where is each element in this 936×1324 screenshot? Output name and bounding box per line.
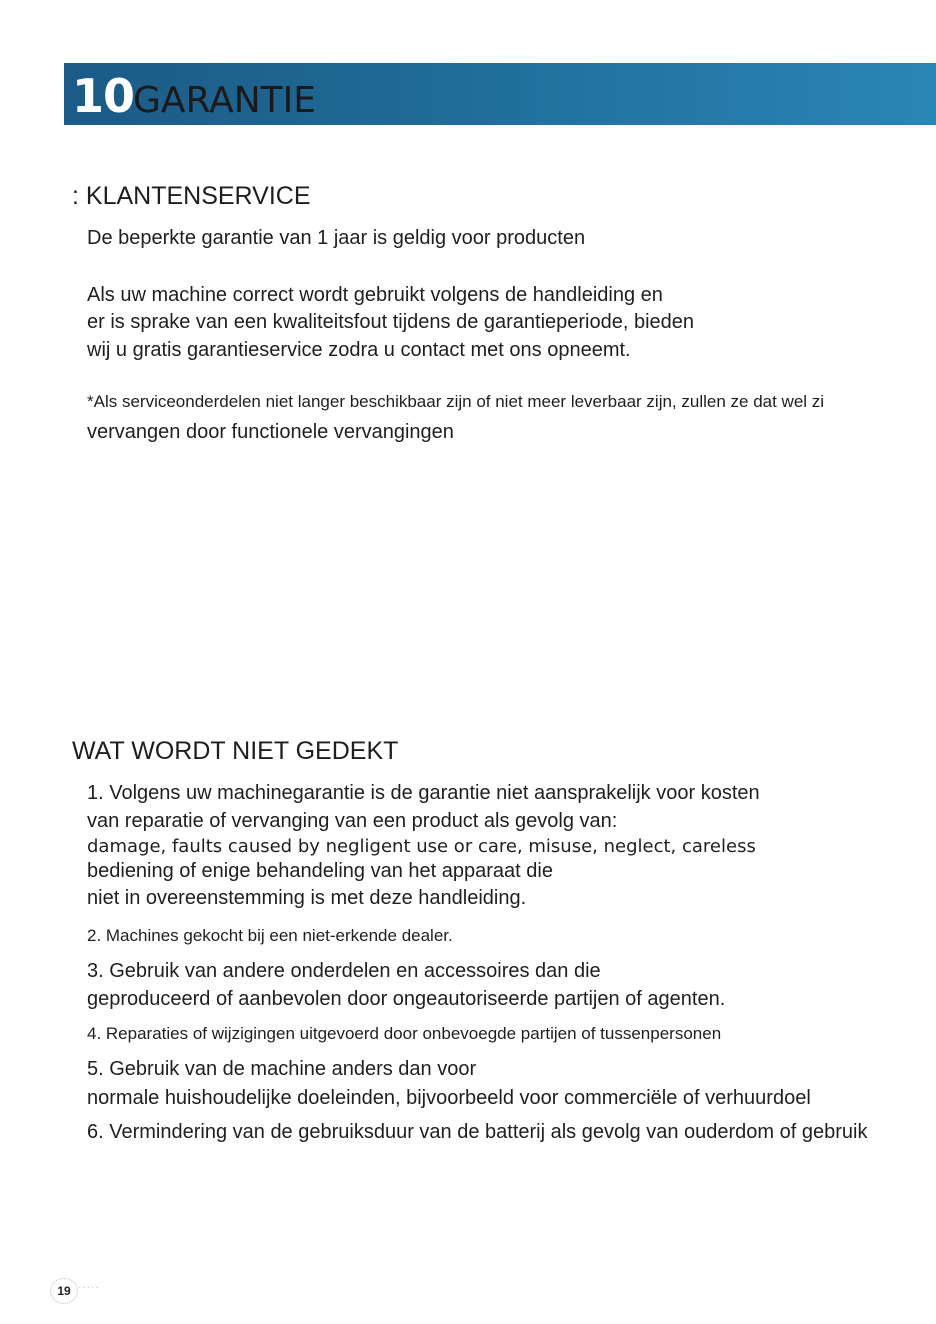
exclusion-item-3-cont: geproduceerd of aanbevolen door ongeautoriseerde partijen of agenten. — [87, 988, 726, 1010]
exclusion-item-4: 4. Reparaties of wijzigingen uitgevoerd door onbevoegde partijen of tussenpersonen — [87, 1024, 722, 1043]
exclusion-item-5-cont: normale huishoudelijke doeleinden, bijvoorbeeld voor commerciële of verhuurdoel — [87, 1087, 811, 1109]
exclusion-item-5: 5. Gebruik van de machine anders dan voor — [87, 1058, 477, 1080]
warranty-paragraph-line: er is sprake van een kwaliteitsfout tijdens de garantieperiode, bieden — [87, 311, 695, 333]
not-covered-heading: WAT WORDT NIET GEDEKT — [72, 737, 399, 765]
warranty-intro: De beperkte garantie van 1 jaar is geldig voor producten — [87, 227, 586, 249]
exclusion-item-1-cont: bediening of enige behandeling van het apparaat die — [87, 860, 553, 882]
warranty-paragraph-line: wij u gratis garantieservice zodra u contact met ons opneemt. — [87, 339, 631, 361]
exclusion-item-6: 6. Vermindering van de gebruiksduur van de batterij als gevolg van ouderdom of gebruik — [87, 1121, 868, 1143]
service-parts-note-cont: vervangen door functionele vervangingen — [87, 421, 454, 443]
exclusion-item-1-cont: niet in overeenstemming is met deze handleiding. — [87, 887, 527, 909]
exclusion-item-2: 2. Machines gekocht bij een niet-erkende dealer. — [87, 926, 453, 945]
chapter-number: 10 — [72, 69, 135, 123]
exclusion-item-1-english: damage, faults caused by negligent use or care, misuse, neglect, careless — [87, 836, 756, 857]
customer-service-heading: : KLANTENSERVICE — [72, 182, 311, 210]
warranty-paragraph-line: Als uw machine correct wordt gebruikt volgens de handleiding en — [87, 284, 663, 306]
exclusion-item-1-cont: van reparatie of vervanging van een product als gevolg van: — [87, 810, 618, 832]
exclusion-item-3: 3. Gebruik van andere onderdelen en accessoires dan die — [87, 960, 601, 982]
page-number: 19 — [50, 1278, 78, 1304]
exclusion-item-1: 1. Volgens uw machinegarantie is de garantie niet aansprakelijk voor kosten — [87, 782, 760, 804]
page-number-decoration: ····· — [78, 1282, 100, 1293]
service-parts-note: *Als serviceonderdelen niet langer beschikbaar zijn of niet meer leverbaar zijn, zullen ze dat wel zi — [87, 392, 825, 411]
chapter-title: GARANTIE — [133, 80, 316, 121]
